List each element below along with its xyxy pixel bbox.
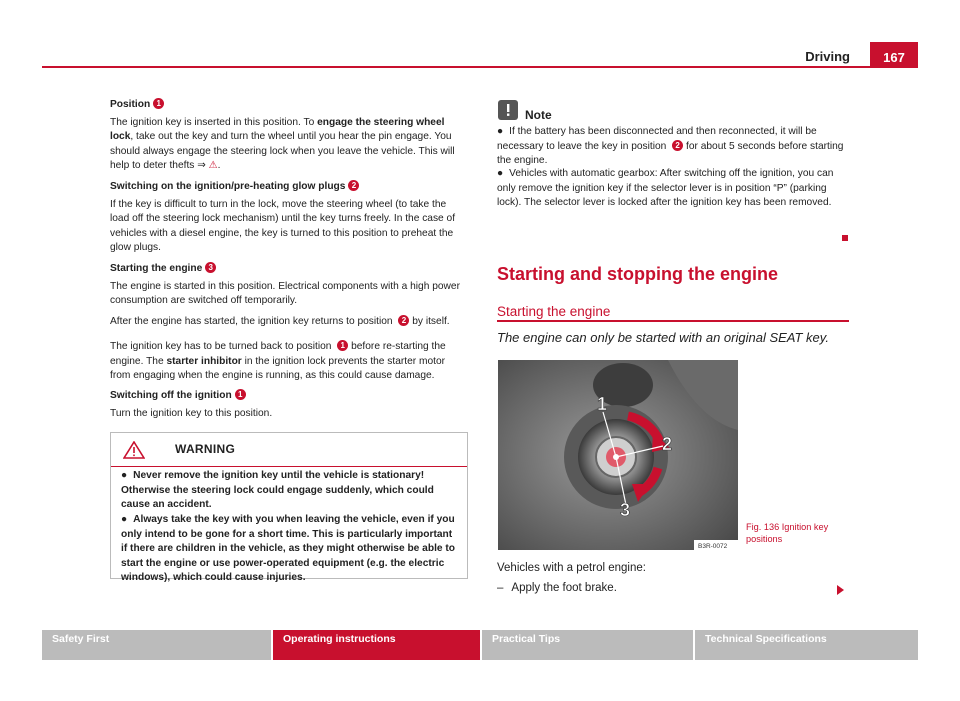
figure-caption: Fig. 136 Ignition key positions: [746, 522, 829, 544]
step-text: Apply the foot brake.: [511, 582, 617, 594]
warning-box: [110, 432, 468, 583]
restart-bold: starter inhibitor: [166, 355, 242, 367]
continue-arrow-icon: [837, 585, 844, 595]
position-2-text: If the key is difficult to turn in the lock, move the steering wheel (to take the load off the steering lock mechanism) until the key turns freely. In the case of vehicles with a diesel engine, the key is turned to this position to preheat the glow plugs.: [110, 198, 456, 253]
position-number-badge: 1: [153, 98, 164, 109]
position-2-block: [110, 180, 466, 256]
figure-code: B3R-0072: [698, 543, 728, 550]
position-number-badge: 3: [205, 262, 216, 273]
section-end-marker: [842, 235, 848, 241]
after-start-text: After the engine has started, the ignition key returns to position: [110, 316, 396, 327]
section-title: Driving: [805, 49, 850, 64]
warning-header: [111, 433, 467, 467]
tab-operating-instructions[interactable]: Operating instructions: [273, 630, 480, 660]
position-3-text: The engine is started in this position. Electrical components with a high power consumption are switched off temporarily.: [110, 280, 460, 306]
position-1-bold: engage the steering wheel lock: [110, 116, 445, 142]
subsection-heading: Starting the engine: [497, 304, 611, 319]
restart-paragraph: [110, 340, 466, 384]
position-1-block: [110, 98, 466, 174]
position-1-text-2: , take out the key and turn the wheel until you hear the pin engage. You should always engage the steering lock when you leave the vehicle. This will help to deter thefts ⇒: [110, 131, 455, 171]
page-number: 167: [870, 42, 918, 68]
warning-triangle-icon: ⚠: [208, 160, 218, 171]
note-item-text: If the battery has been disconnected and then reconnected, it will be necessary to leave the key in position: [497, 126, 817, 152]
position-2-heading: Switching on the ignition/pre-heating glow plugs: [110, 181, 346, 192]
figure-label: 1: [597, 394, 608, 414]
after-start-text-2: by itself.: [409, 316, 450, 327]
figure-label: 2: [662, 434, 673, 454]
section-heading: Starting and stopping the engine: [497, 264, 778, 284]
ignition-off-block: [110, 389, 466, 421]
figure-label: 3: [620, 500, 631, 520]
position-3-heading: Starting the engine: [110, 263, 203, 274]
note-title: Note: [525, 108, 552, 122]
warning-item: ● Never remove the ignition key until the vehicle is stationary! Otherwise the steering lock could engage suddenly, which could cause an accident.: [121, 470, 434, 510]
header-rule: [42, 66, 918, 68]
position-1-heading: Position: [110, 99, 151, 110]
step-item: – Apply the foot brake.: [497, 582, 617, 594]
warning-item-text: Always take the key with you when leaving the vehicle, even if you only intend to be gone for a short time. This is particularly important if there are children in the vehicle, as they might otherwise be able to start the engine or use power-operated equipment (e.g. the electric windows), which could cause injuries.: [121, 514, 456, 583]
restart-text-2: before re-starting the engine. The: [110, 341, 446, 367]
position-number-badge: 2: [398, 315, 409, 326]
tab-technical-specifications[interactable]: Technical Specifications: [695, 630, 918, 660]
note-item-text: Vehicles with automatic gearbox: After switching off the ignition, you can only remove the ignition key if the selector lever is in position “P” (parking lock). The selector lever is locked after the ignition key has been removed.: [497, 168, 834, 208]
note-item-2: ● Vehicles with automatic gearbox: After switching off the ignition, you can only remove the ignition key if the selector lever is in position “P” (parking lock). The selector lever is locked after the ignition key has been removed.: [497, 168, 834, 208]
note-info-icon: [498, 100, 518, 120]
position-1-text-3: .: [217, 160, 221, 171]
warning-item-text: Never remove the ignition key until the vehicle is stationary! Otherwise the steering lock could engage suddenly, which could cause an accident.: [121, 470, 434, 510]
position-1-text: The ignition key is inserted in this position. To: [110, 116, 318, 128]
petrol-heading: Vehicles with a petrol engine:: [497, 562, 646, 574]
warning-triangle-icon: [123, 441, 145, 459]
warning-title: WARNING: [175, 442, 236, 456]
ignition-key-figure: [498, 360, 738, 550]
restart-text-3: in the ignition lock prevents the starter motor from engaging when the engine is running, as this could cause damage.: [110, 355, 446, 381]
restart-text: The ignition key has to be turned back to position: [110, 341, 335, 352]
note-item-text-2: for about 5 seconds before starting the engine.: [497, 140, 844, 166]
position-3-block: [110, 262, 466, 309]
ignition-off-heading: Switching off the ignition: [110, 390, 232, 401]
tab-practical-tips[interactable]: Practical Tips: [482, 630, 693, 660]
position-number-badge: 2: [672, 140, 683, 151]
position-number-badge: 1: [235, 389, 246, 400]
intro-text: The engine can only be started with an original SEAT key.: [497, 330, 829, 345]
after-start-paragraph: [110, 315, 466, 330]
note-item-1: ● If the battery has been disconnected and then reconnected, it will be necessary to leave the key in position 2 for about 5 seconds before starting the engine.: [497, 126, 844, 166]
ignition-off-text: Turn the ignition key to this position.: [110, 407, 273, 419]
warning-item: ● Always take the key with you when leaving the vehicle, even if you only intend to be gone for a short time. This is particularly important if there are children in the vehicle, as they might otherwise be able to start the engine or use power-operated equipment (e.g. the electric windows), which could cause injuries.: [121, 514, 456, 583]
subsection-rule: [497, 320, 849, 322]
tab-safety-first[interactable]: Safety First: [42, 630, 271, 660]
position-number-badge: 1: [337, 340, 348, 351]
position-number-badge: 2: [348, 180, 359, 191]
